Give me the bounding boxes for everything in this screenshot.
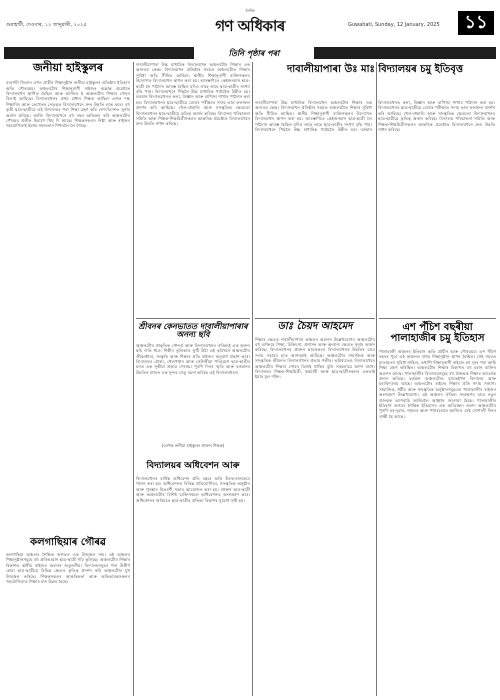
- article-vidyalay-adhiveshan: [136, 462, 250, 686]
- article-body: অঞ্চলটোৰ প্ৰাকৃতিক সৌন্দৰ্য আৰু বিদ্যালয়খনৰ ঐতিহ্যই এক অনন্য ছবি দাঙি ধৰে। শিল্পীৰ তুলিকাত ফুটি উঠা এই ছবিখনে অঞ্চলটোৰ জীৱনধাৰা, সংস্কৃতি আৰু শিক্ষাৰ প্ৰতি ৰাইজৰ অনুৰাগ প্ৰকাশ কৰে। বিদ্যালয়ৰ চৌহদ, খেলপথাৰ আৰু সেউজীয়া পৰিৱেশে ছাত্ৰ-ছাত্ৰীৰ মনত এক সুকীয়া প্ৰভাৱ পেলায়। পুৰণি দিনৰ স্মৃতি আৰু বৰ্তমানৰ উন্নতিৰ মাজত এক সুন্দৰ সেতু ৰচনা কৰিছে এই বিদ্যালয়খনে।: [136, 342, 250, 375]
- column-rule: [133, 62, 134, 696]
- article-body: পালাহাজী অঞ্চলৰ ইতিহাস অতি প্ৰাচীন আৰু গৌৰৱময়। এশ পঁচিশ বছৰৰ পূৰ্বে এই অঞ্চলত প্ৰথম শিক্ষানুষ্ঠান স্থাপন হৈছিল। সেই সময়ত যাতায়তৰ সুবিধা নাছিল, তথাপি শিক্ষানুৰাগী ৰাইজে বহু দূৰৰ পৰা আহি শিক্ষা গ্ৰহণ কৰিছিল। অঞ্চলটোৰ শিক্ষাৰ বিকাশত বহু মহান ব্যক্তিৰ অৱদান আছে। পালাহাজীৰ বিদ্যালয়সমূহে বহু প্ৰজন্মক শিক্ষাৰ আলোক প্ৰদান কৰিছে। বৰ্তমান অঞ্চলটোত বহুকেইখন বিদ্যালয় আৰু মহাবিদ্যালয় আছে। অঞ্চলটোৰ ৰাইজে শিক্ষাৰ প্ৰতি সদায় সজাগ। সামাজিক, ধৰ্মীয় আৰু সাংস্কৃতিক অনুষ্ঠানসমূহতো পালাহাজীৰ ৰাইজৰ অংশগ্ৰহণ উল্লেখযোগ্য। এই অঞ্চলৰ ঐতিহ্য সংৰক্ষণৰ বাবে নতুন প্ৰজন্মক আগবাঢ়ি আহিবলৈ আহ্বান জনোৱা হৈছে। পালাহাজীৰ ইতিহাস অসমৰ শৈক্ষিক ইতিহাসৰ এক অবিচ্ছেদ্য অংশ। অঞ্চলটোৰ পুৰণি ঘৰ-দুৱাৰ, নামঘৰ আৰু পথাৰবোৰে আজিও সেই সোণালী দিনৰ সাক্ষী হৈ আছে।: [379, 349, 496, 419]
- article-body: বৰপেটা জিলাৰ এখন প্ৰাচীন শিক্ষানুষ্ঠান জনীয়া হাইস্কুলৰ প্ৰতিষ্ঠাৰ ইতিহাস অতি গৌৰৱময়। অঞ্চলটোৰ শিক্ষানুৰাগী ৰাইজৰ অক্লান্ত প্ৰচেষ্টাত বিদ্যালয়খন স্থাপিত হৈছিল আৰু আজিও ই অঞ্চলটোৰ শিক্ষাৰ পোহৰ বিলাই আহিছে। বিদ্যালয়খনৰ প্ৰথম প্ৰধান শিক্ষক আছিল এজন দক্ষ শিক্ষাবিদ আৰু তেখেতৰ নেতৃত্বত বিদ্যালয়খনে দ্ৰুত উন্নতি লাভ কৰে। বহু কৃতী ছাত্ৰ-ছাত্ৰীয়ে এই বিদ্যালয়ৰ পৰা শিক্ষা গ্ৰহণ কৰি দেশ-বিদেশত সুনাম অৰ্জন কৰিছে। আজি বিদ্যালয়খনে বহু বছৰ অতিক্ৰম কৰি অঞ্চলটোৰ গৌৰৱৰ প্ৰতীক হিচাপে থিয় দি আছে। শিক্ষকসকলৰ নিষ্ঠা আৰু ৰাইজৰ সহযোগিতাই ইয়াক সফলতাৰ শিখৰলৈ লৈ গৈছে।: [6, 80, 130, 129]
- row-rule: [255, 318, 375, 319]
- article-body: বিদ্যালয়খনৰ বাৰ্ষিক অধিবেশন প্ৰতি বছৰে অতি উলহ-মালহেৰে পালন কৰা হয়। অধিবেশনত বিভিন্ন প্ৰতিযোগিতা, সাংস্কৃতিক অনুষ্ঠান আৰু পুৰস্কাৰ বিতৰণী সভাৰ আয়োজন কৰা হয়। প্ৰাক্তন ছাত্ৰ-ছাত্ৰী আৰু অঞ্চলটোৰ বিশিষ্ট ব্যক্তিসকলে অধিবেশনত অংশগ্ৰহণ কৰে। অধিবেশনৰ জৰিয়তে ছাত্ৰ-ছাত্ৰীৰ প্ৰতিভা বিকাশৰ সুযোগ সৃষ্টি হয়।: [136, 475, 250, 503]
- article-credit: (লেখক জনীয়া হাইস্কুলৰ প্ৰাক্তন শিক্ষক): [161, 442, 225, 448]
- article-palahaji-history: [379, 322, 496, 689]
- article-janiya: [6, 62, 130, 530]
- article-body: কলগাছিয়া অঞ্চলৰ শৈক্ষিক জগতত এক উজ্জ্বল নাম। এই অঞ্চলৰ শিক্ষানুষ্ঠানসমূহে বহু প্ৰতিভাৱান ছাত্ৰ-ছাত্ৰী গঢ়ি তুলিছে। অঞ্চলটোৰ শিক্ষাৰ বিকাশত স্থানীয় ৰাইজৰ অৱদান অতুলনীয়। বিদ্যালয়সমূহৰ পৰা উত্তীৰ্ণ হোৱা ছাত্ৰ-ছাত্ৰীয়ে বিভিন্ন ক্ষেত্ৰত কৃতিত্ব প্ৰদৰ্শন কৰি অঞ্চলটোৰ মুখ উজ্জ্বল কৰিছে। শিক্ষকসকলৰ আন্তৰিকতা আৰু অভিভাৱকসকলৰ সহযোগিতাত শিক্ষাৰ মান উন্নত হৈছে।: [6, 552, 130, 585]
- article-byline[interactable]: ডাঃ চৈয়দ আহমেদ: [277, 321, 353, 332]
- article-kalgachia: [6, 537, 130, 684]
- article-body: দাবালীয়াপাৰা উচ্চ মাধ্যমিক বিদ্যালয়খন অঞ্চলটোৰ শিক্ষাৰ এক অন্যতম কেন্দ্ৰ। বিদ্যালয়খন প্ৰতিষ্ঠাৰ সময়ত অঞ্চলটোত শিক্ষাৰ সুবিধা অতি সীমিত আছিল। স্থানীয় শিক্ষানুৰাগী ব্যক্তিসকলৰ উদ্যোগত বিদ্যালয়খন স্থাপন কৰা হয়। আৰম্ভণিতে কেইজনমান ছাত্ৰ-ছাত্ৰী লৈ পাঠদান আৰম্ভ হৈছিল যদিও লাহে লাহে ছাত্ৰ-ছাত্ৰীৰ সংখ্যা বৃদ্ধি পায়। বিদ্যালয়খনে পিছলৈ উচ্চ মাধ্যমিক পৰ্যায়লৈ উন্নীত হয়। বৰ্তমান বিদ্যালয়খনত কলা, বিজ্ঞান আৰু বাণিজ্য শাখাৰ পাঠদান কৰা হয়। বিদ্যালয়খনৰ ছাত্ৰ-ছাত্ৰীয়ে বোৰ্ডৰ পৰীক্ষাত সদায় ভাল ফলাফল প্ৰদৰ্শন কৰি আহিছে। খেল-ধেমালি আৰু সাংস্কৃতিক ক্ষেত্ৰতো বিদ্যালয়খনৰ ছাত্ৰ-ছাত্ৰীয়ে কৃতিত্ব অৰ্জন কৰিছে। বিদ্যালয় পৰিচালনা সমিতি আৰু শিক্ষক-শিক্ষয়িত্ৰীসকলৰ আন্তৰিক প্ৰচেষ্টাত বিদ্যালয়খনে দ্ৰুত উন্নতি সাধন কৰিছে।: [255, 100, 495, 133]
- row-rule: [136, 318, 250, 319]
- article-dabaliyapara-history: [255, 64, 495, 75]
- page-number: ১১: [458, 11, 494, 35]
- section-title: তিনি পৃষ্ঠাৰ পৰা: [194, 47, 314, 59]
- row-rule: [379, 318, 496, 319]
- article-dabaliyapara-picture: [136, 322, 250, 450]
- section-band: [4, 47, 496, 59]
- article-dabaliyapara-body: [255, 100, 495, 314]
- column-rule: [252, 62, 253, 696]
- header-date-left: গুৱাহাটী, দেওবাৰ, ১২ জানুৱাৰী, ২০২৫: [6, 22, 87, 28]
- article-body: শিক্ষাৰ ক্ষেত্ৰত দাবালীয়াপাৰা অঞ্চলৰ অৱদান উল্লেখযোগ্য। অঞ্চলটোৰ বহু ব্যক্তিয়ে শিক্ষা, চিকিৎসা, প্ৰশাসন আৰু অন্যান্য ক্ষেত্ৰত সুনাম অৰ্জন কৰিছে। বিদ্যালয়খনৰ প্ৰাক্তন ছাত্ৰসকলে বিদ্যালয়খনৰ উন্নতিৰ বাবে সদায় সহায়ৰ হাত আগবঢ়াই আহিছে। অঞ্চলটোৰ সামাজিক আৰু সাংস্কৃতিক জীৱনত বিদ্যালয়খনৰ প্ৰভাৱ গভীৰ। ভৱিষ্যতেও বিদ্যালয়খনে অঞ্চলটোৰ শিক্ষাৰ পোহৰ বিলাই থাকিব বুলি সকলোৱে আশা ৰাখে। বিদ্যালয়ৰ শিক্ষক-শিক্ষয়িত্ৰী, কৰ্মচাৰী আৰু ছাত্ৰ-ছাত্ৰীসকলৰ একতাই ইয়াৰ মূল শক্তি।: [255, 336, 375, 380]
- article-body: দাবালীয়াপাৰা উচ্চ মাধ্যমিক বিদ্যালয়খন অঞ্চলটোৰ শিক্ষাৰ এক অন্যতম কেন্দ্ৰ। বিদ্যালয়খন প্ৰতিষ্ঠাৰ সময়ত অঞ্চলটোত শিক্ষাৰ সুবিধা অতি সীমিত আছিল। স্থানীয় শিক্ষানুৰাগী ব্যক্তিসকলৰ উদ্যোগত বিদ্যালয়খন স্থাপন কৰা হয়। আৰম্ভণিতে কেইজনমান ছাত্ৰ-ছাত্ৰী লৈ পাঠদান আৰম্ভ হৈছিল যদিও লাহে লাহে ছাত্ৰ-ছাত্ৰীৰ সংখ্যা বৃদ্ধি পায়। বিদ্যালয়খনে পিছলৈ উচ্চ মাধ্যমিক পৰ্যায়লৈ উন্নীত হয়। বৰ্তমান বিদ্যালয়খনত কলা, বিজ্ঞান আৰু বাণিজ্য শাখাৰ পাঠদান কৰা হয়। বিদ্যালয়খনৰ ছাত্ৰ-ছাত্ৰীয়ে বোৰ্ডৰ পৰীক্ষাত সদায় ভাল ফলাফল প্ৰদৰ্শন কৰি আহিছে। খেল-ধেমালি আৰু সাংস্কৃতিক ক্ষেত্ৰতো বিদ্যালয়খনৰ ছাত্ৰ-ছাত্ৰীয়ে কৃতিত্ব অৰ্জন কৰিছে। বিদ্যালয় পৰিচালনা সমিতি আৰু শিক্ষক-শিক্ষয়িত্ৰীসকলৰ আন্তৰিক প্ৰচেষ্টাত বিদ্যালয়খনে দ্ৰুত উন্নতি সাধন কৰিছে।: [136, 62, 250, 127]
- article-headline[interactable]: জনীয়া হাইস্কুলৰ: [32, 61, 104, 74]
- article-continued-left: [136, 62, 250, 314]
- header-date-right: Guwahati, Sunday, 12 January, 2025: [348, 22, 440, 28]
- article-headline[interactable]: কলগাছিয়াৰ গৌৰৱ: [30, 537, 106, 548]
- article-headline[interactable]: দাবালীয়াপাৰা উঃ মাঃ বিদ্যালয়ৰ চমু ইতিবৃত্ত: [287, 64, 463, 75]
- masthead[interactable]: [200, 8, 300, 40]
- masthead-small: দৈনিক: [245, 8, 255, 13]
- masthead-title: গণ অধিকাৰ: [215, 17, 285, 35]
- article-headline[interactable]: এশ পঁচিশ বছৰীয়া পালাহাজীৰ চমু ইতিহাস: [390, 322, 485, 344]
- article-headline[interactable]: বিদ্যালয়ৰ অধিবেশন আৰু: [146, 461, 240, 471]
- article-syed-ahmed: [255, 322, 375, 687]
- article-byline[interactable]: শ্ৰীবনৰ কেনভাতত দাবালীয়াপাৰাৰ অনন্য ছবি: [138, 321, 248, 340]
- page-header: [0, 0, 500, 46]
